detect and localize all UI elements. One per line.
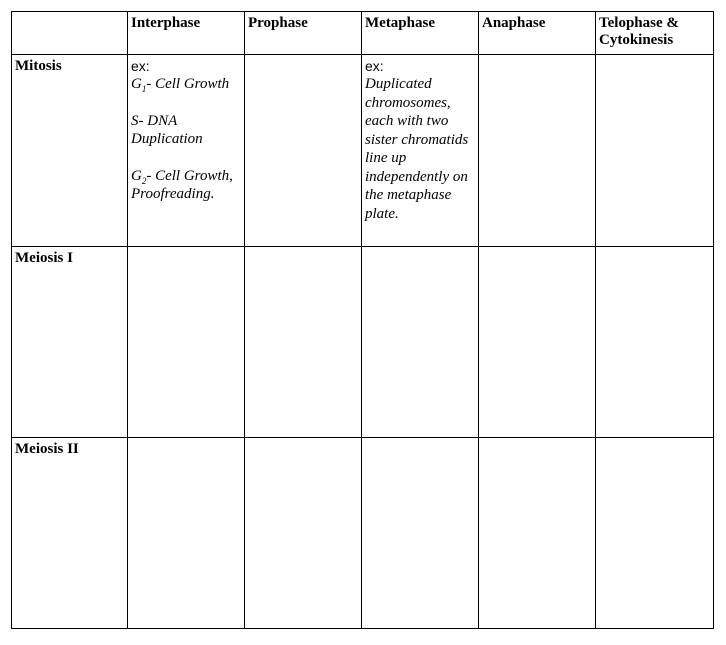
row-label-meiosis-1: Meiosis I — [12, 247, 128, 438]
cell-mitosis-metaphase[interactable] — [362, 55, 479, 247]
cell-meiosis1-anaphase[interactable] — [479, 247, 596, 438]
example-label: ex: — [365, 58, 384, 74]
row-label-mitosis: Mitosis — [12, 55, 128, 247]
cell-meiosis1-telophase[interactable] — [596, 247, 714, 438]
cell-meiosis2-metaphase[interactable] — [362, 438, 479, 629]
s-entry: S- DNA Duplication — [131, 112, 203, 147]
row-meiosis-2 — [12, 438, 714, 629]
cell-mitosis-telophase[interactable] — [596, 55, 714, 247]
example-label: ex: — [131, 58, 150, 74]
g1-entry: $G_1-$ Cell Growth — [131, 76, 230, 94]
metaphase-entry: Duplicated chromosomes, each with two sister chromatids line up independently on the metaphase plate. — [365, 76, 469, 222]
header-interphase: Interphase — [128, 12, 245, 55]
cell-meiosis2-anaphase[interactable] — [479, 438, 596, 629]
phase-worksheet — [11, 11, 714, 629]
header-prophase: Prophase — [245, 12, 362, 55]
row-mitosis — [12, 55, 714, 247]
row-label-meiosis-2: Meiosis II — [12, 438, 128, 629]
cell-mitosis-interphase[interactable] — [128, 55, 245, 247]
header-row — [12, 12, 714, 55]
cell-meiosis1-interphase[interactable] — [128, 247, 245, 438]
cell-mitosis-prophase[interactable] — [245, 55, 362, 247]
header-anaphase: Anaphase — [479, 12, 596, 55]
g2-entry: $G_2-$ Cell Growth, Proofreading. — [131, 167, 233, 202]
header-metaphase: Metaphase — [362, 12, 479, 55]
phase-table — [11, 11, 714, 629]
row-meiosis-1 — [12, 247, 714, 438]
cell-meiosis2-telophase[interactable] — [596, 438, 714, 629]
cell-meiosis2-interphase[interactable] — [128, 438, 245, 629]
cell-meiosis2-prophase[interactable] — [245, 438, 362, 629]
cell-meiosis1-prophase[interactable] — [245, 247, 362, 438]
corner-cell — [12, 12, 128, 55]
cell-meiosis1-metaphase[interactable] — [362, 247, 479, 438]
header-telophase-cytokinesis: Telophase & Cytokinesis — [596, 12, 714, 55]
cell-mitosis-anaphase[interactable] — [479, 55, 596, 247]
